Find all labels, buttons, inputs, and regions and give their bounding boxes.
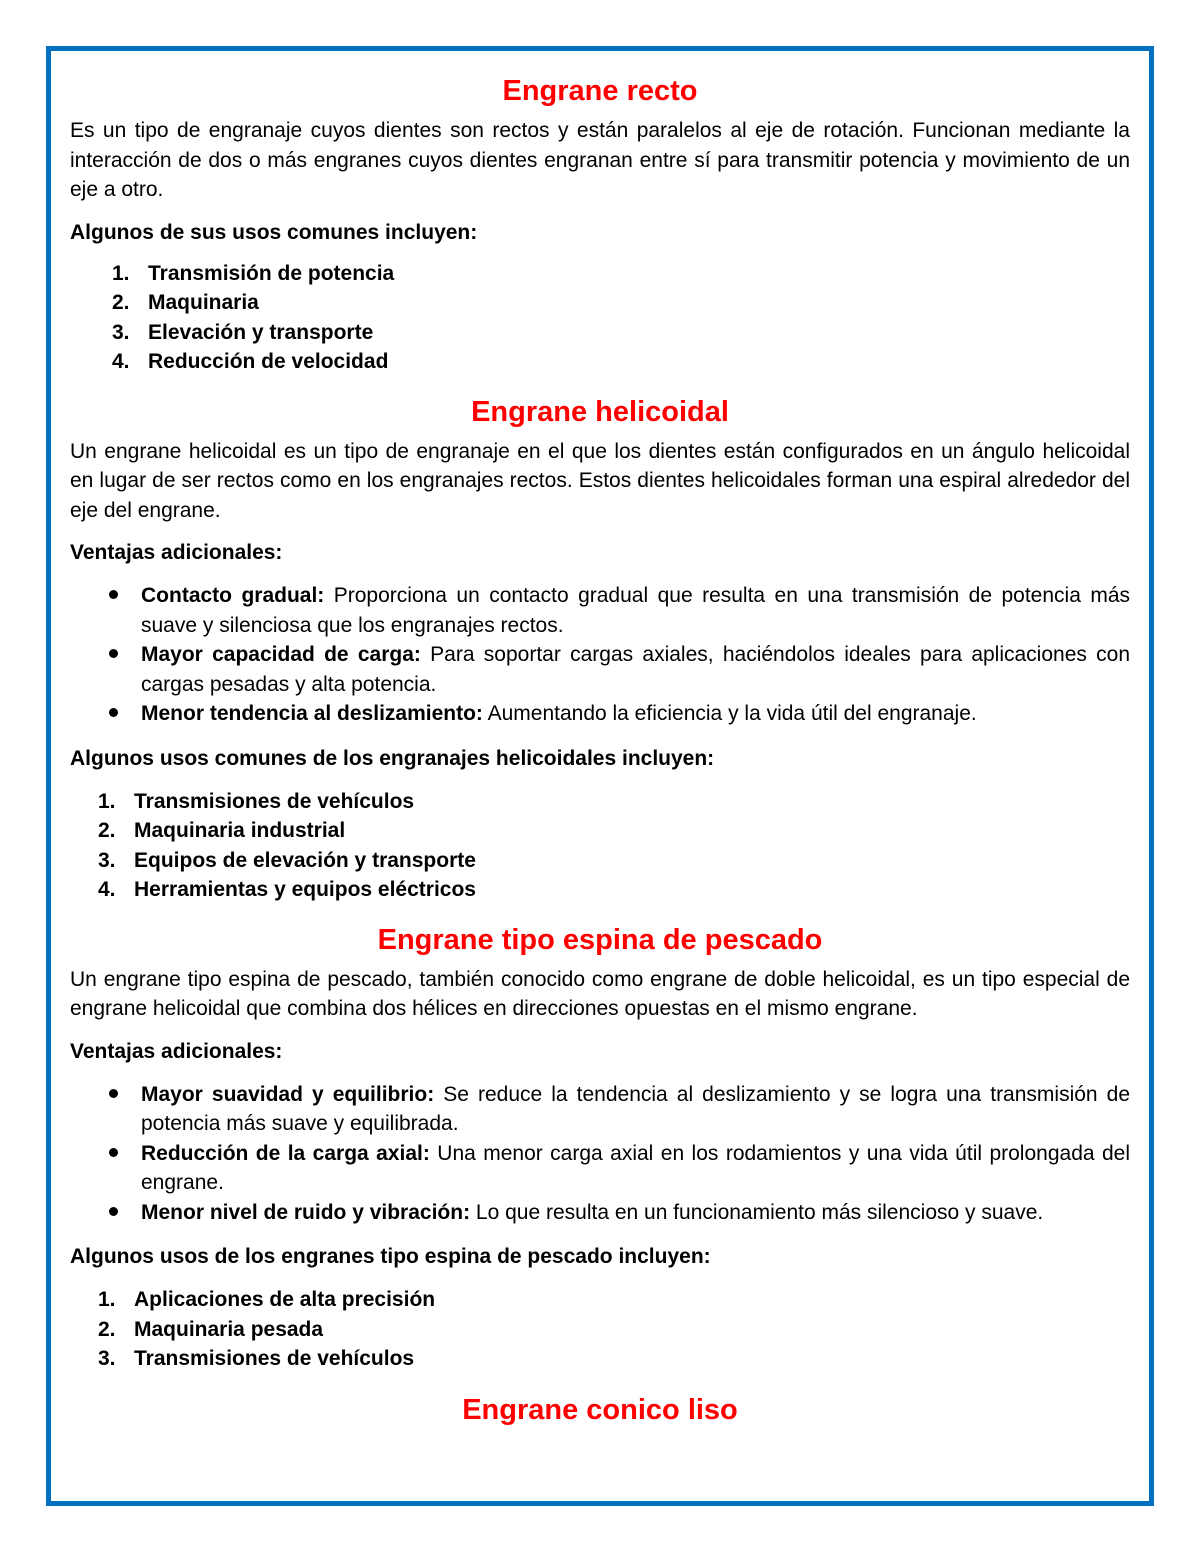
list-item: Menor tendencia al deslizamiento: Aumentando la eficiencia y la vida útil del engranaje. — [70, 699, 1130, 729]
section-title-engrane-espina-de-pescado: Engrane tipo espina de pescado — [377, 923, 823, 956]
list-item: 3. Elevación y transporte — [112, 320, 374, 344]
list-item: 4. Herramientas y equipos eléctricos — [98, 878, 476, 901]
list-item: 2. Maquinaria — [112, 291, 259, 314]
uses-label: Algunos de sus usos comunes incluyen: — [70, 220, 478, 244]
uses-label: Algunos usos comunes de los engranajes helicoidales incluyen: — [70, 746, 715, 770]
advantages-list — [70, 581, 1130, 729]
uses-list — [70, 259, 1130, 377]
list-item: 1. Transmisión de potencia — [112, 261, 395, 285]
section-title-engrane-recto: Engrane recto — [502, 75, 698, 107]
list-item: 4. Reducción de velocidad — [112, 350, 389, 373]
list-item: 2. Maquinaria industrial — [98, 819, 346, 842]
uses-list — [70, 1285, 1130, 1374]
advantages-label: Ventajas adicionales: — [70, 1039, 283, 1063]
list-item: Menor nivel de ruido y vibración: Lo que resulta en un funcionamiento más silencioso y suave. — [70, 1198, 1130, 1228]
advantages-label: Ventajas adicionales: — [70, 541, 283, 564]
section-title-engrane-conico-liso: Engrane conico liso — [462, 1393, 738, 1426]
list-item: Reducción de la carga axial: Una menor carga axial en los rodamientos y una vida útil prolongada del engrane. — [70, 1139, 1130, 1198]
list-item: 1. Transmisiones de vehículos — [98, 789, 415, 813]
list-item: 3. Transmisiones de vehículos — [98, 1347, 415, 1370]
bullet-icon — [109, 649, 118, 658]
bullet-icon — [109, 590, 118, 599]
uses-label: Algunos usos de los engranes tipo espina de pescado incluyen: — [70, 1245, 711, 1268]
list-item: Mayor capacidad de carga: Para soportar cargas axiales, haciéndolos ideales para aplicaciones con cargas pesadas y alta potencia. — [70, 640, 1130, 699]
list-item: 3. Equipos de elevación y transporte — [98, 848, 476, 872]
section-intro: Un engrane tipo espina de pescado, también conocido como engrane de doble helicoidal, es un tipo especial de engrane helicoidal que combina dos hélices en direcciones opuestas en el mismo engrane. — [70, 967, 1130, 1020]
section-title-engrane-helicoidal: Engrane helicoidal — [471, 395, 729, 428]
document-content — [70, 70, 1130, 1430]
list-item: Mayor suavidad y equilibrio: Se reduce la tendencia al deslizamiento y se logra una transmisión de potencia más suave y equilibrada. — [70, 1080, 1130, 1139]
list-item: 2. Maquinaria pesada — [98, 1317, 324, 1341]
bullet-icon — [109, 1148, 118, 1157]
section-intro: Es un tipo de engranaje cuyos dientes son rectos y están paralelos al eje de rotación. Funcionan mediante la interacción de dos o más engranes cuyos dientes engranan entre sí para transmitir potencia y movimiento de un eje a otro. — [70, 119, 1130, 201]
list-item: 1. Aplicaciones de alta precisión — [98, 1288, 436, 1311]
advantages-list — [70, 1080, 1130, 1228]
bullet-icon — [109, 708, 118, 717]
bullet-icon — [109, 1207, 118, 1216]
uses-list — [70, 787, 1130, 905]
section-intro: Un engrane helicoidal es un tipo de engranaje en el que los dientes están configurados en un ángulo helicoidal en lugar de ser rectos como en los engranajes rectos. Estos dientes helicoidales forman una espiral alrededor del eje del engrane. — [70, 439, 1130, 522]
bullet-icon — [109, 1089, 118, 1098]
list-item: Contacto gradual: Proporciona un contacto gradual que resulta en una transmisión de potencia más suave y silenciosa que los engranajes rectos. — [70, 581, 1130, 640]
